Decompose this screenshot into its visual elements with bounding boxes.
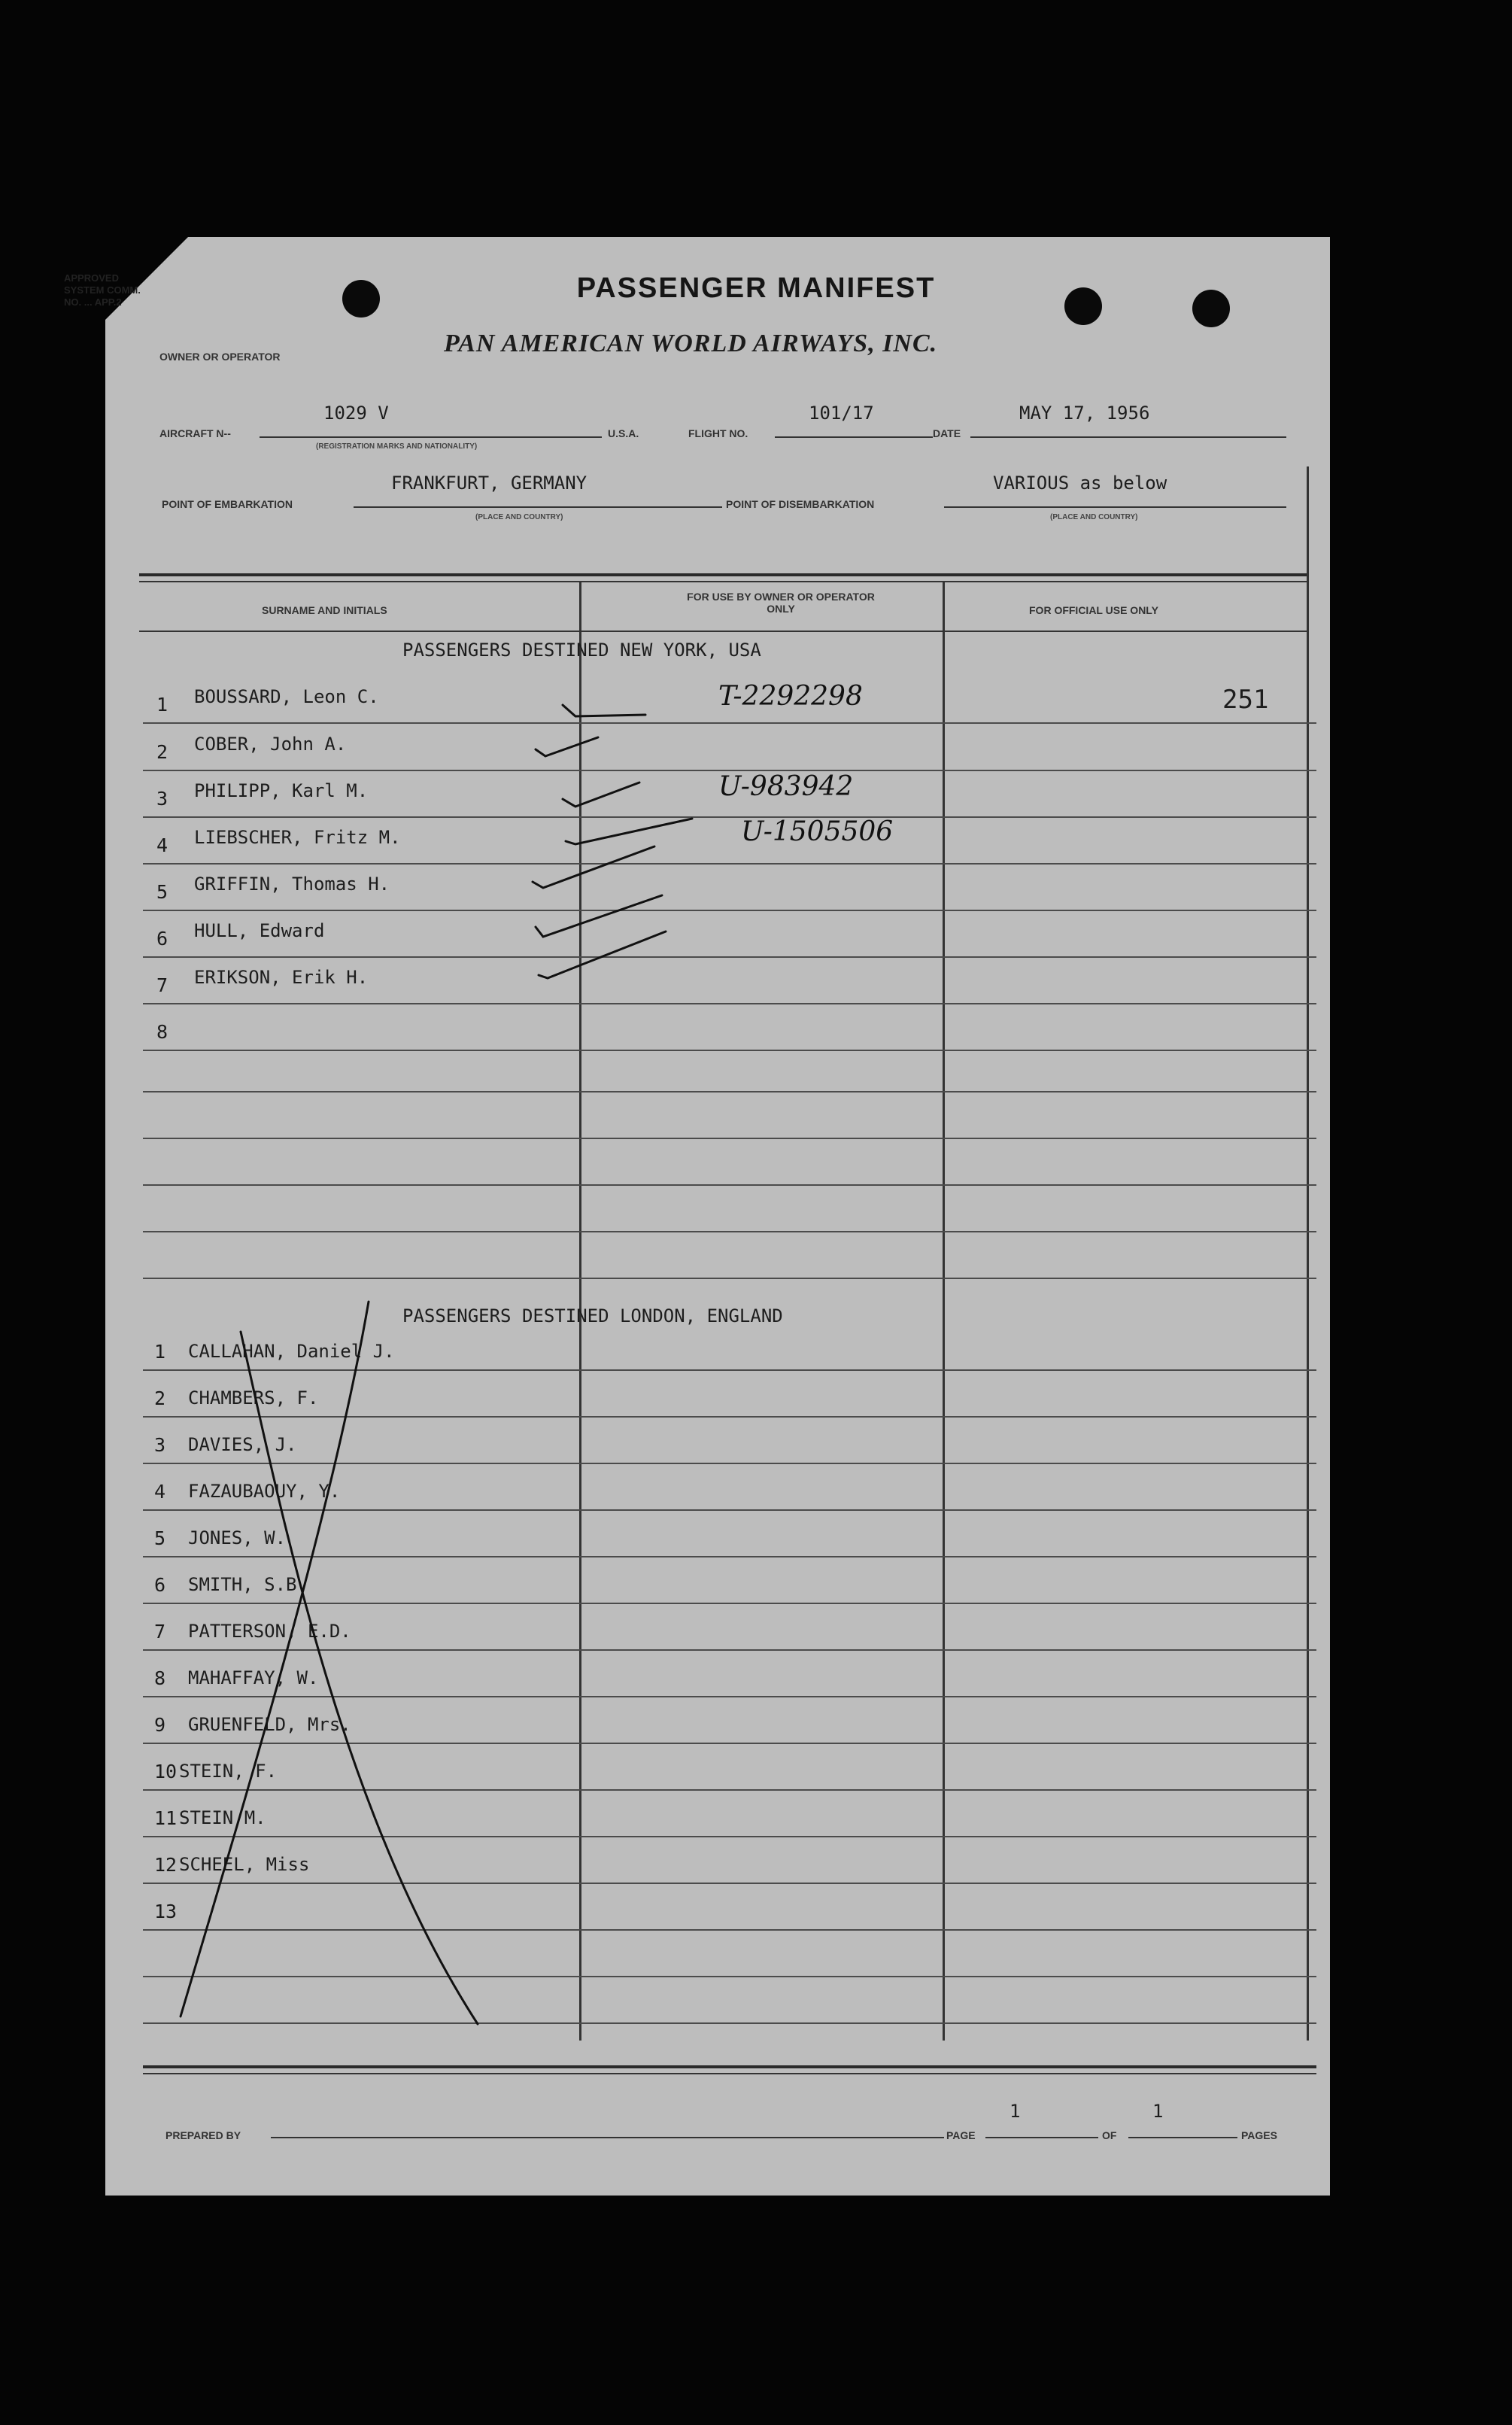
aircraft-label: AIRCRAFT N--: [159, 427, 231, 439]
row-number: 5: [154, 1527, 166, 1549]
passenger-name: BOUSSARD, Leon C.: [194, 686, 379, 707]
passenger-name: SCHEEL, Miss: [179, 1854, 310, 1875]
date-label: DATE: [933, 427, 961, 439]
pages-label: PAGES: [1241, 2129, 1277, 2141]
approved-stamp: APPROVED SYSTEM COMM. NO. ... APP.2: [64, 272, 141, 308]
passenger-name: HULL, Edward: [194, 920, 325, 941]
passenger-name: STEIN, F.: [179, 1761, 278, 1782]
page-number: 1: [1010, 2101, 1021, 2122]
row-number: 7: [156, 974, 169, 996]
disembark-value: VARIOUS as below: [993, 473, 1167, 494]
row-number: 4: [154, 1481, 166, 1503]
passenger-name: STEIN M.: [179, 1807, 266, 1828]
passenger-name: PATTERSON, E.D.: [188, 1621, 351, 1642]
checkmark-icon: [533, 846, 654, 888]
row-number: 10: [154, 1761, 178, 1782]
carrier-name: PAN AMERICAN WORLD AIRWAYS, INC.: [444, 330, 938, 357]
row-number: 1: [156, 694, 169, 716]
passenger-name: LIEBSCHER, Fritz M.: [194, 827, 401, 848]
section-heading-new-york: PASSENGERS DESTINED NEW YORK, USA: [402, 640, 761, 661]
prepared-label: PREPARED BY: [165, 2129, 241, 2141]
section-heading-london: PASSENGERS DESTINED LONDON, ENGLAND: [402, 1305, 783, 1326]
row-number: 6: [154, 1574, 166, 1596]
embark-label: POINT OF EMBARKATION: [162, 498, 293, 510]
row-number: 5: [156, 881, 169, 903]
row-number: 11: [154, 1807, 178, 1829]
page-count: 1: [1152, 2101, 1164, 2122]
row-number: 2: [154, 1387, 166, 1409]
passenger-name: ERIKSON, Erik H.: [194, 967, 369, 988]
strikethrough-line: [181, 1302, 369, 2016]
passenger-name: PHILIPP, Karl M.: [194, 780, 369, 801]
row-number: 8: [156, 1021, 169, 1043]
checkmark-icon: [563, 705, 645, 716]
row-number: 3: [154, 1434, 166, 1456]
registration-note: (REGISTRATION MARKS AND NATIONALITY): [316, 442, 478, 451]
passenger-name: CHAMBERS, F.: [188, 1387, 319, 1409]
passenger-name: DAVIES, J.: [188, 1434, 297, 1455]
row-number: 3: [156, 788, 169, 810]
flight-label: FLIGHT NO.: [688, 427, 748, 439]
official-number: 251: [1222, 685, 1269, 715]
checkmark-icon: [536, 895, 662, 937]
passenger-name: MAHAFFAY, W.: [188, 1667, 319, 1688]
handwritten-number: U-983942: [718, 771, 854, 802]
row-number: 2: [156, 741, 169, 763]
place-note: (PLACE AND COUNTRY): [475, 513, 563, 521]
page-label: PAGE: [946, 2129, 976, 2141]
row-number: 8: [154, 1667, 166, 1689]
row-number: 13: [154, 1901, 178, 1922]
row-number: 7: [154, 1621, 166, 1642]
passenger-name: FAZAUBAOUY, Y.: [188, 1481, 341, 1502]
row-number: 4: [156, 834, 169, 856]
checkmark-icon: [536, 737, 598, 756]
handwritten-number: T-2292298: [718, 681, 863, 712]
disembark-label: POINT OF DISEMBARKATION: [726, 498, 875, 510]
passenger-name: CALLAHAN, Daniel J.: [188, 1341, 395, 1362]
strikethrough-line: [241, 1332, 478, 2024]
row-number: 12: [154, 1854, 178, 1876]
of-label: OF: [1102, 2129, 1117, 2141]
column-header-owner-use: FOR USE BY OWNER OR OPERATOR ONLY: [687, 591, 875, 615]
row-number: 9: [154, 1714, 166, 1736]
column-header-official: FOR OFFICIAL USE ONLY: [1029, 604, 1158, 616]
passenger-name: COBER, John A.: [194, 734, 347, 755]
passenger-name: GRUENFELD, Mrs.: [188, 1714, 351, 1735]
flight-value: 101/17: [809, 403, 874, 424]
embark-value: FRANKFURT, GERMANY: [391, 473, 587, 494]
usa-label: U.S.A.: [608, 427, 639, 439]
checkmark-icon: [539, 931, 666, 978]
passenger-name: SMITH, S.B.: [188, 1574, 308, 1595]
date-value: MAY 17, 1956: [1019, 403, 1150, 424]
aircraft-value: 1029 V: [323, 403, 389, 424]
checkmark-icon: [563, 783, 639, 807]
page-title: PASSENGER MANIFEST: [576, 272, 936, 304]
checkmark-icon: [566, 819, 692, 844]
owner-label: OWNER OR OPERATOR: [159, 351, 281, 363]
row-number: 6: [156, 928, 169, 950]
passenger-name: JONES, W.: [188, 1527, 287, 1548]
place-note: (PLACE AND COUNTRY): [1050, 513, 1138, 521]
row-number: 1: [154, 1341, 166, 1363]
passenger-name: GRIFFIN, Thomas H.: [194, 874, 390, 895]
column-header-surname: SURNAME AND INITIALS: [262, 604, 387, 616]
handwritten-number: U-1505506: [741, 816, 894, 847]
